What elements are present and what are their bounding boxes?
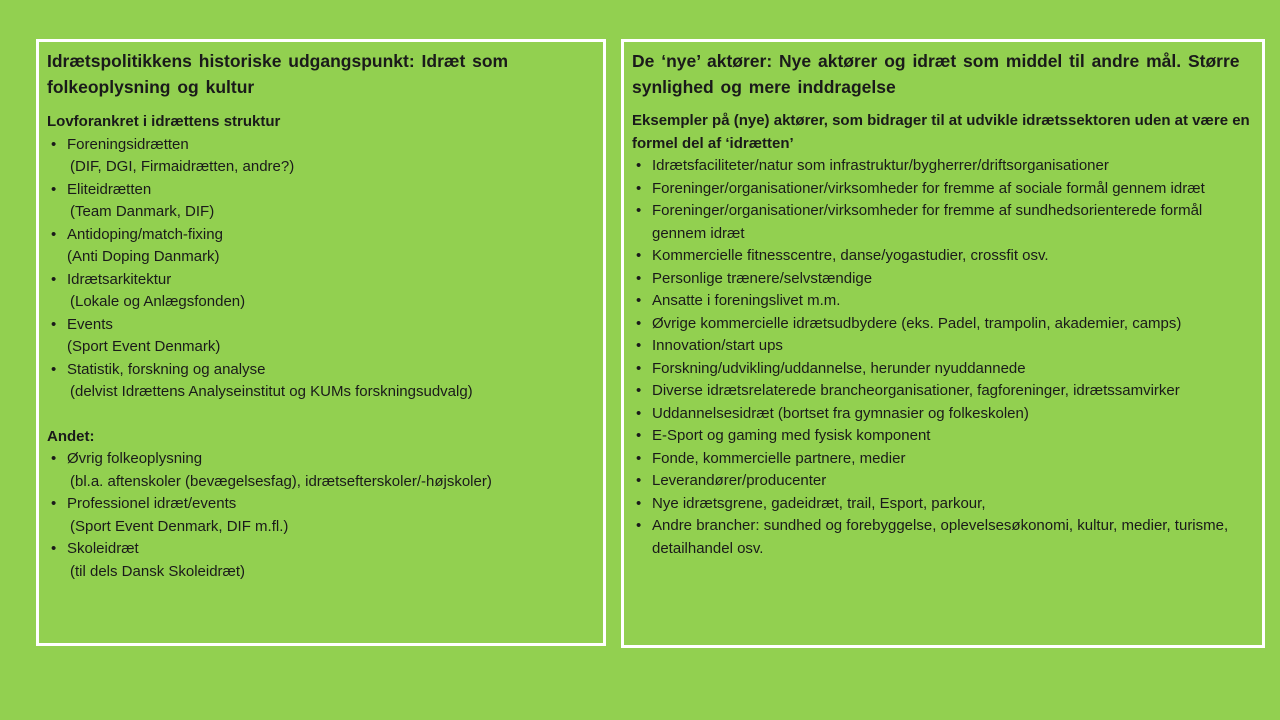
list-item-label: Idrætsarkitektur: [67, 270, 172, 288]
left-panel-title: Idrætspolitikkens historiske udgangspunkt: Idræt som folkeoplysning og kultur: [47, 51, 509, 97]
bullet: •: [636, 359, 642, 377]
list-item-sub: (Sport Event Denmark, DIF m.fl.): [70, 517, 289, 535]
left-section2-heading: Andet:: [47, 427, 95, 445]
bullet: •: [51, 360, 57, 378]
list-item-sub: (delvist Idrættens Analyseinstitut og KUMs forskningsudvalg): [70, 383, 473, 400]
bullet: •: [636, 449, 642, 467]
list-item: [47, 134, 593, 179]
bullet: •: [636, 292, 642, 309]
list-item-label: Kommercielle fitnesscentre, danse/yogastudier, crossfit osv.: [652, 247, 1049, 264]
bullet: •: [51, 135, 57, 153]
list-item-label: Forskning/udvikling/uddannelse, herunder nyuddannede: [652, 359, 1026, 377]
list-item-label: Foreninger/organisationer/virksomheder for fremme af sundhedsorienterede formål gennem idræt: [652, 202, 1203, 242]
list-item-label: Leverandører/producenter: [652, 472, 827, 489]
bullet: •: [51, 270, 57, 288]
left-section2-list: [47, 448, 593, 583]
list-item-sub: (Anti Doping Danmark): [67, 248, 220, 265]
list-item: [47, 314, 593, 359]
bullet: •: [636, 314, 642, 332]
bullet: •: [636, 494, 642, 512]
list-item: [632, 448, 1252, 471]
list-item-label: Øvrige kommercielle idrætsudbydere (eks. Padel, trampolin, akademier, camps): [652, 314, 1182, 332]
list-item: [632, 470, 1252, 493]
bullet: •: [51, 450, 57, 467]
list-item-label: Innovation/start ups: [652, 337, 783, 354]
bullet: •: [636, 247, 642, 264]
list-item: [632, 493, 1252, 516]
list-item-label: Statistik, forskning og analyse: [67, 360, 266, 378]
bullet: •: [636, 517, 642, 534]
list-item-label: Idrætsfaciliteter/natur som infrastruktur/bygherrer/driftsorganisationer: [652, 157, 1109, 174]
list-item: [632, 515, 1252, 560]
list-item: [632, 403, 1252, 426]
list-item-label: Foreningsidrætten: [67, 135, 189, 153]
list-item-sub: (Lokale og Anlægsfonden): [70, 293, 246, 310]
list-item: [47, 179, 593, 224]
list-item: [632, 425, 1252, 448]
list-item: [632, 290, 1252, 313]
bullet: •: [636, 382, 642, 399]
list-item-label: Uddannelsesidræt (bortset fra gymnasier og folkeskolen): [652, 404, 1029, 422]
left-section1-list: [47, 134, 593, 404]
bullet: •: [51, 495, 57, 512]
list-item: [632, 313, 1252, 336]
list-item-label: Personlige trænere/selvstændige: [652, 269, 873, 287]
list-item-sub: (til dels Dansk Skoleidræt): [70, 562, 246, 580]
bullet: •: [636, 337, 642, 354]
list-item-label: E-Sport og gaming med fysisk komponent: [652, 427, 931, 444]
list-item-label: Andre brancher: sundhed og forebyggelse, oplevelsesøkonomi, kultur, medier, turisme, detailhandel osv.: [652, 517, 1229, 557]
left-section1-heading: Lovforankret i idrættens struktur: [47, 113, 281, 130]
left-panel: [36, 39, 606, 646]
list-item: [632, 268, 1252, 291]
list-item: [632, 358, 1252, 381]
list-item-label: Professionel idræt/events: [67, 495, 237, 512]
list-item-sub: (Team Danmark, DIF): [70, 203, 215, 220]
list-item-label: Antidoping/match-fixing: [67, 225, 223, 243]
list-item: [47, 448, 593, 493]
list-item: [632, 380, 1252, 403]
list-item: [47, 538, 593, 583]
bullet: •: [636, 179, 642, 197]
bullet: •: [636, 427, 642, 444]
list-item-label: Eliteidrætten: [67, 180, 152, 198]
list-item: [632, 155, 1252, 178]
list-item: [47, 359, 593, 404]
list-item-label: Events: [67, 315, 113, 333]
list-item: [47, 224, 593, 269]
bullet: •: [51, 315, 57, 333]
right-panel: [621, 39, 1265, 648]
list-item: [632, 335, 1252, 358]
list-item-label: Diverse idrætsrelaterede brancheorganisationer, fagforeninger, idrætssamvirker: [652, 382, 1180, 399]
list-item-label: Skoleidræt: [67, 540, 139, 557]
list-item-sub: (DIF, DGI, Firmaidrætten, andre?): [70, 158, 295, 175]
bullet: •: [636, 157, 642, 174]
list-item: [632, 245, 1252, 268]
list-item-label: Øvrig folkeoplysning: [67, 450, 203, 467]
right-section-heading: Eksempler på (nye) aktører, som bidrager til at udvikle idrætssektoren uden at være en formel del af ‘idrætten’: [632, 112, 1250, 152]
right-panel-title: De ‘nye’ aktører: Nye aktører og idræt som middel til andre mål. Større synlighed og mere inddragelse: [632, 51, 1240, 97]
list-item-label: Fonde, kommercielle partnere, medier: [652, 449, 906, 467]
bullet: •: [51, 225, 57, 243]
right-list: [632, 155, 1252, 560]
bullet: •: [51, 540, 57, 557]
list-item-sub: (Sport Event Denmark): [67, 338, 221, 355]
bullet: •: [636, 404, 642, 422]
list-item-label: Ansatte i foreningslivet m.m.: [652, 292, 841, 309]
bullet: •: [636, 472, 642, 489]
bullet: •: [636, 269, 642, 287]
list-item: [632, 178, 1252, 201]
list-item: [47, 269, 593, 314]
list-item: [632, 200, 1252, 245]
list-item-label: Foreninger/organisationer/virksomheder for fremme af sociale formål gennem idræt: [652, 179, 1205, 197]
list-item: [47, 493, 593, 538]
list-item-label: Nye idrætsgrene, gadeidræt, trail, Esport, parkour,: [652, 494, 986, 512]
bullet: •: [636, 202, 642, 219]
list-item-sub: (bl.a. aftenskoler (bevægelsesfag), idrætsefterskoler/-højskoler): [70, 472, 492, 490]
bullet: •: [51, 180, 57, 198]
